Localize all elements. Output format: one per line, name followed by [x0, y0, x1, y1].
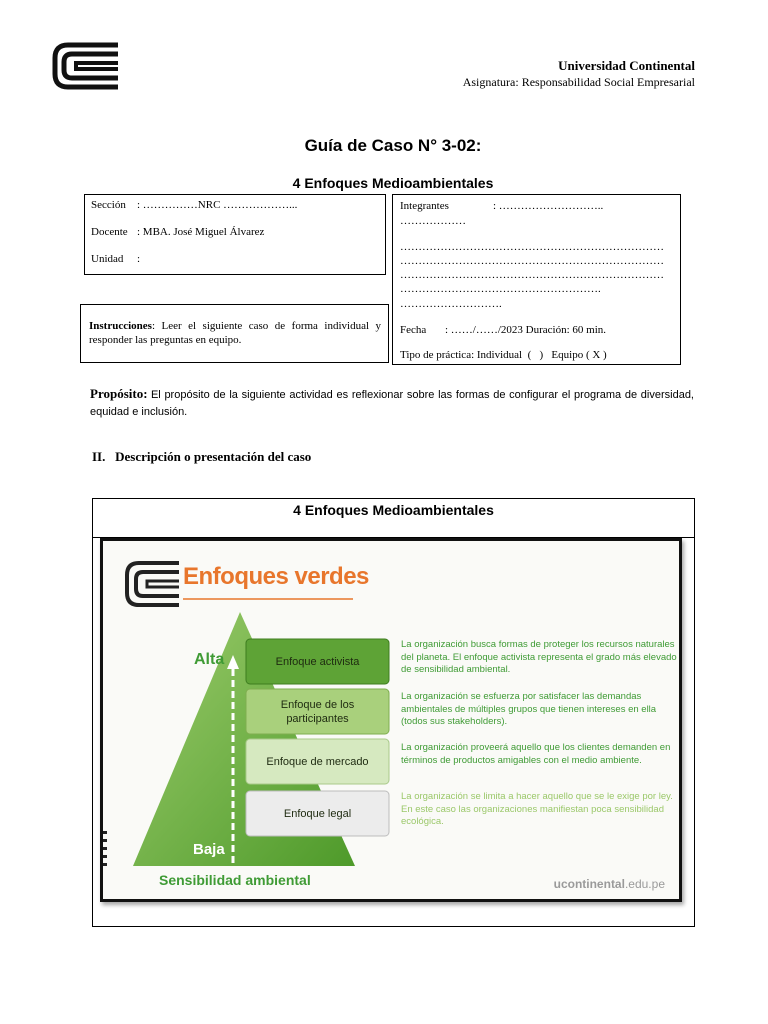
- integrantes-line: ………………………………………………………………: [400, 269, 664, 281]
- page-title: Guía de Caso N° 3-02:: [304, 136, 482, 155]
- integrantes-line: ……………………………………………….: [400, 283, 601, 295]
- section-heading: II. Descripción o presentación del caso: [92, 449, 312, 464]
- university-name: Universidad Continental: [558, 58, 695, 73]
- integrantes-line: ………………: [400, 215, 466, 227]
- figure-title: Enfoques verdes: [183, 563, 369, 590]
- instructions-box: [80, 304, 389, 363]
- watermark-main: ucontinental: [553, 877, 625, 891]
- integrantes-line: ………………………………………………………………: [400, 255, 664, 267]
- integrantes-line: ……………………….: [400, 298, 502, 310]
- axis-label: Sensibilidad ambiental: [159, 872, 311, 888]
- description-activista: La organización busca formas de proteger los recursos naturales del planeta. El enfoque activista representa el grado más elevado de sensibilidad ambiental.: [401, 639, 677, 675]
- instructions-label: Instrucciones: [89, 320, 152, 332]
- level-label-legal: Enfoque legal: [283, 807, 352, 820]
- page-subtitle: 4 Enfoques Medioambientales: [292, 175, 494, 191]
- docente-value: : MBA. José Miguel Álvarez: [137, 226, 265, 238]
- seccion-label: Sección: [91, 199, 126, 211]
- case-table-title: 4 Enfoques Medioambientales: [293, 502, 494, 518]
- info-box-right: [392, 194, 681, 365]
- integrantes-label: Integrantes: [400, 200, 449, 212]
- description-legal: La organización se limita a hacer aquello que se le exige por ley. En este caso las organizaciones manifiestan poca sensibilidad ecológica.: [401, 791, 673, 827]
- level-label-mercado: Enfoque de mercado: [266, 755, 369, 768]
- info-box-left: [84, 194, 386, 275]
- purpose-label: Propósito:: [90, 386, 148, 401]
- university-logo: [52, 42, 122, 90]
- baja-label: Baja: [193, 841, 225, 858]
- purpose-text: El propósito de la siguiente actividad es reflexionar sobre las formas de configurar el programa de diversidad, equidad e inclusión.: [90, 389, 694, 418]
- watermark-suffix: .edu.pe: [624, 877, 665, 891]
- level-label-activista: Enfoque activista: [275, 655, 360, 668]
- unidad-label: Unidad: [91, 253, 124, 265]
- docente-label: Docente: [91, 226, 128, 238]
- fecha-label: Fecha: [400, 324, 427, 336]
- subject-line: [463, 75, 695, 90]
- integrantes-line: ………………………………………………………………: [400, 241, 664, 253]
- figure-logo-icon: [127, 563, 179, 605]
- purpose-paragraph: [90, 385, 694, 421]
- instructions-body: : Leer el siguiente caso de forma individual y responder las preguntas en equipo.: [89, 320, 381, 346]
- enfoques-verdes-figure: [100, 538, 682, 902]
- alta-label: Alta: [194, 651, 225, 668]
- seccion-value: : ……………NRC ………………...: [137, 199, 298, 211]
- level-label-participantes: Enfoque de los participantes: [280, 698, 355, 725]
- unidad-value: :: [137, 253, 141, 265]
- watermark: [554, 877, 665, 891]
- tipo-practica: Tipo de práctica: Individual ( ) Equipo ( X ): [400, 349, 607, 361]
- subject-value: Responsabilidad Social Empresarial: [521, 75, 695, 89]
- description-mercado: La organización proveerá aquello que los clientes demanden en términos de productos amigables con el medio ambiente.: [401, 742, 671, 766]
- fecha-value: : ……/……/2023 Duración: 60 min.: [445, 324, 607, 336]
- edge-ticks: [103, 831, 107, 866]
- instructions-text: [89, 319, 381, 347]
- integrantes-value: : ………………………..: [493, 200, 604, 212]
- description-participantes: La organización se esfuerza por satisfacer las demandas ambientales de múltiples grupos que tienen intereses en ella (todos sus stakeholders).: [401, 691, 657, 727]
- subject-label: Asignatura:: [462, 75, 519, 89]
